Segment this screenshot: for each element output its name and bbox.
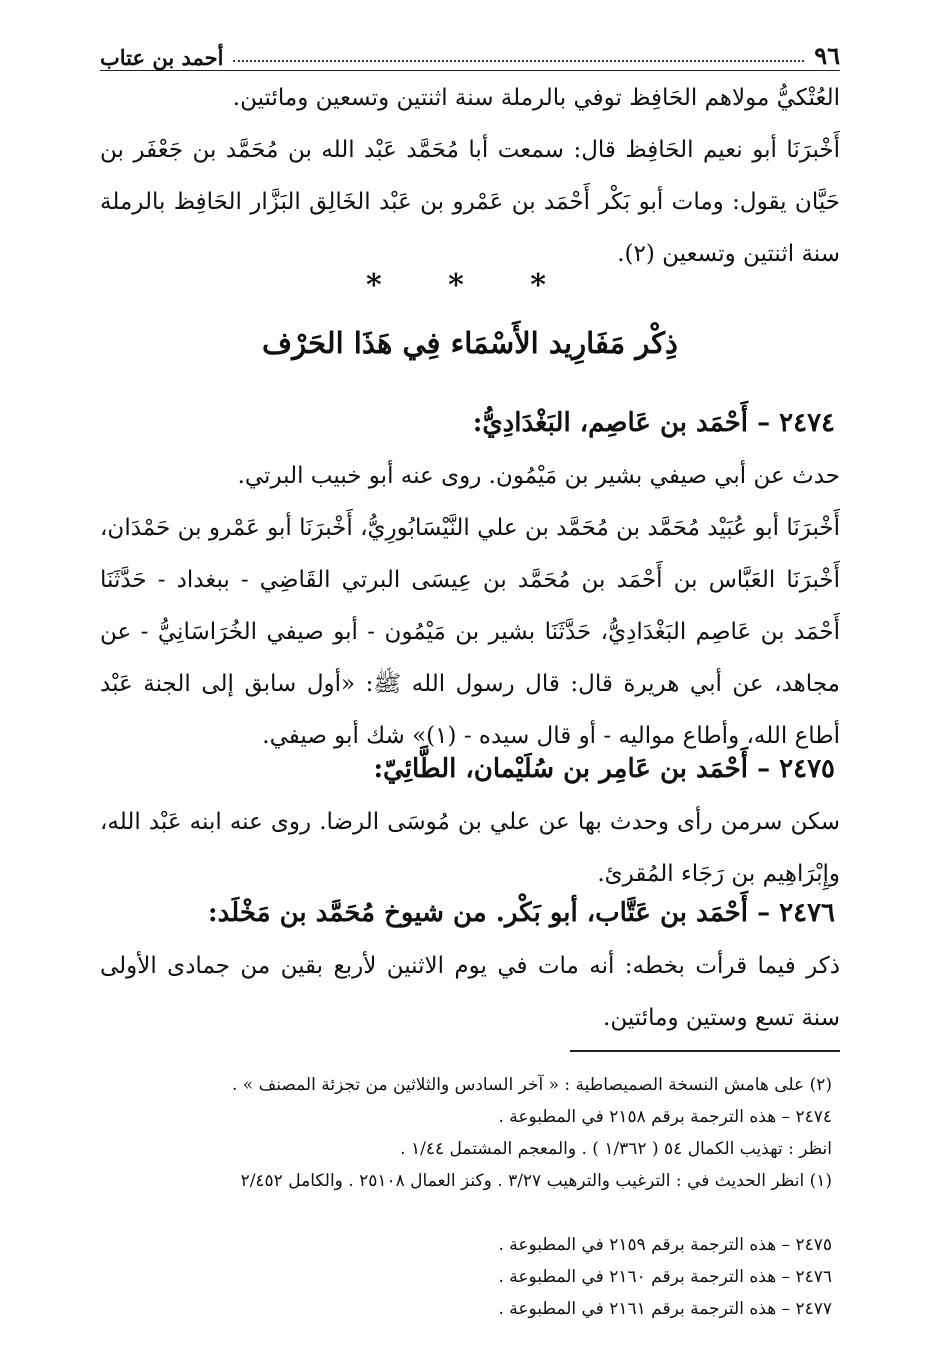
- footnote-1: (٢) على هامش النسخة الصميصاطية : « آخر السادس والثلاثين من تجزئة المصنف » .: [232, 1075, 832, 1095]
- entry-2476-text: ذكر فيما قرأت بخطه: أنه مات في يوم الاثنين لأربع بقين من جمادى الأولى سنة تسع وستين ومائتين.: [100, 953, 840, 1031]
- entry-2474-intro: حدث عن أبي صيفي بشير بن مَيْمُون. روى عنه أبو خبيب البرتي.: [237, 463, 840, 489]
- footnote-4: (١) انظر الحديث في : الترغيب والترهيب ٣/٢٧ . وكنز العمال ٢٥١٠٨ . والكامل ٢/٤٥٢: [240, 1171, 832, 1191]
- footnote-2: ٢٤٧٤ – هذه الترجمة برقم ٢١٥٨ في المطبوعة .: [498, 1107, 832, 1127]
- footnote-6: ٢٤٧٦ – هذه الترجمة برقم ٢١٦٠ في المطبوعة .: [498, 1267, 832, 1287]
- footnote-3: انظر : تهذيب الكمال ٥٤ ( ١/٣٦٢ ) . والمعجم المشتمل ١/٤٤ .: [400, 1139, 832, 1159]
- running-title: أحمد بن عتاب: [100, 45, 224, 70]
- page-number: ٩٦: [814, 41, 840, 70]
- section-separator-stars: * * *: [366, 268, 574, 303]
- footnote-5: ٢٤٧٥ – هذه الترجمة برقم ٢١٥٩ في المطبوعة .: [498, 1235, 832, 1255]
- section-title: ذِكْر مَفَارِيد الأَسْمَاء فِي هَذَا الحَرْف: [262, 326, 678, 360]
- entry-2475-text: سكن سرمن رأى وحدث بها عن علي بن مُوسَى الرضا. روى عنه ابنه عَبْد الله، وإِبْرَاهِيم بن رَجَاء المُقرئ.: [100, 809, 840, 887]
- entry-heading-2476: ٢٤٧٦ – أَحْمَد بن عَتَّاب، أبو بَكْر. من شيوخ مُحَمَّد بن مَخْلَد:: [207, 898, 835, 928]
- paragraph-death-note: العُتْكيُّ مولاهم الحَافِظ توفي بالرملة سنة اثنتين وتسعين ومائتين.: [232, 85, 840, 111]
- entry-heading-2474: ٢٤٧٤ – أَحْمَد بن عَاصِم، البَغْدَادِيُّ:: [472, 408, 835, 438]
- entry-heading-2475: ٢٤٧٥ – أَحْمَد بن عَامِر بن سُلَيْمان، الطَّائِيّ:: [373, 754, 835, 784]
- page-header: [100, 36, 840, 71]
- footnote-7: ٢٤٧٧ – هذه الترجمة برقم ٢١٦١ في المطبوعة .: [498, 1299, 832, 1319]
- entry-2474-isnad: أَخْبرَنَا أبو عُبَيْد مُحَمَّد بن مُحَمَّد بن علي النَّيْسَابُورِيُّ، أَخْبرَنَا أبو عَمْرو بن حَمْدَان، أَخْبرَنَا العَبَّاس بن أَحْمَد بن مُحَمَّد بن عِيسَى البرتي القَاضِي - ببغداد - حَدَّثَنَا أَحْمَد بن عَاصِم البَغْدَادِيُّ، حَدَّثَنَا بشير بن مَيْمُون - أبو صيفي الخُرَاسَانِيُّ - عن مجاهد، عن أبي هريرة قال: قال رسول الله ﷺ: «أول سابق إلى الجنة عَبْد أطاع الله، وأطاع مواليه - أو قال سيده - (١)» شك أبو صيفي.: [100, 515, 840, 749]
- header-dot-leader: [233, 60, 804, 62]
- footnote-separator: [570, 1050, 840, 1052]
- paragraph-abu-nuaim-report: أَخْبرَنَا أبو نعيم الحَافِظ قال: سمعت أبا مُحَمَّد عَبْد الله بن مُحَمَّد بن جَعْفَر بن حَيَّان يقول: ومات أبو بَكْر أَحْمَد بن عَمْرو بن عَبْد الخَالِق البَزَّار الحَافِظ بالرملة سنة اثنتين وتسعين (٢).: [100, 137, 840, 267]
